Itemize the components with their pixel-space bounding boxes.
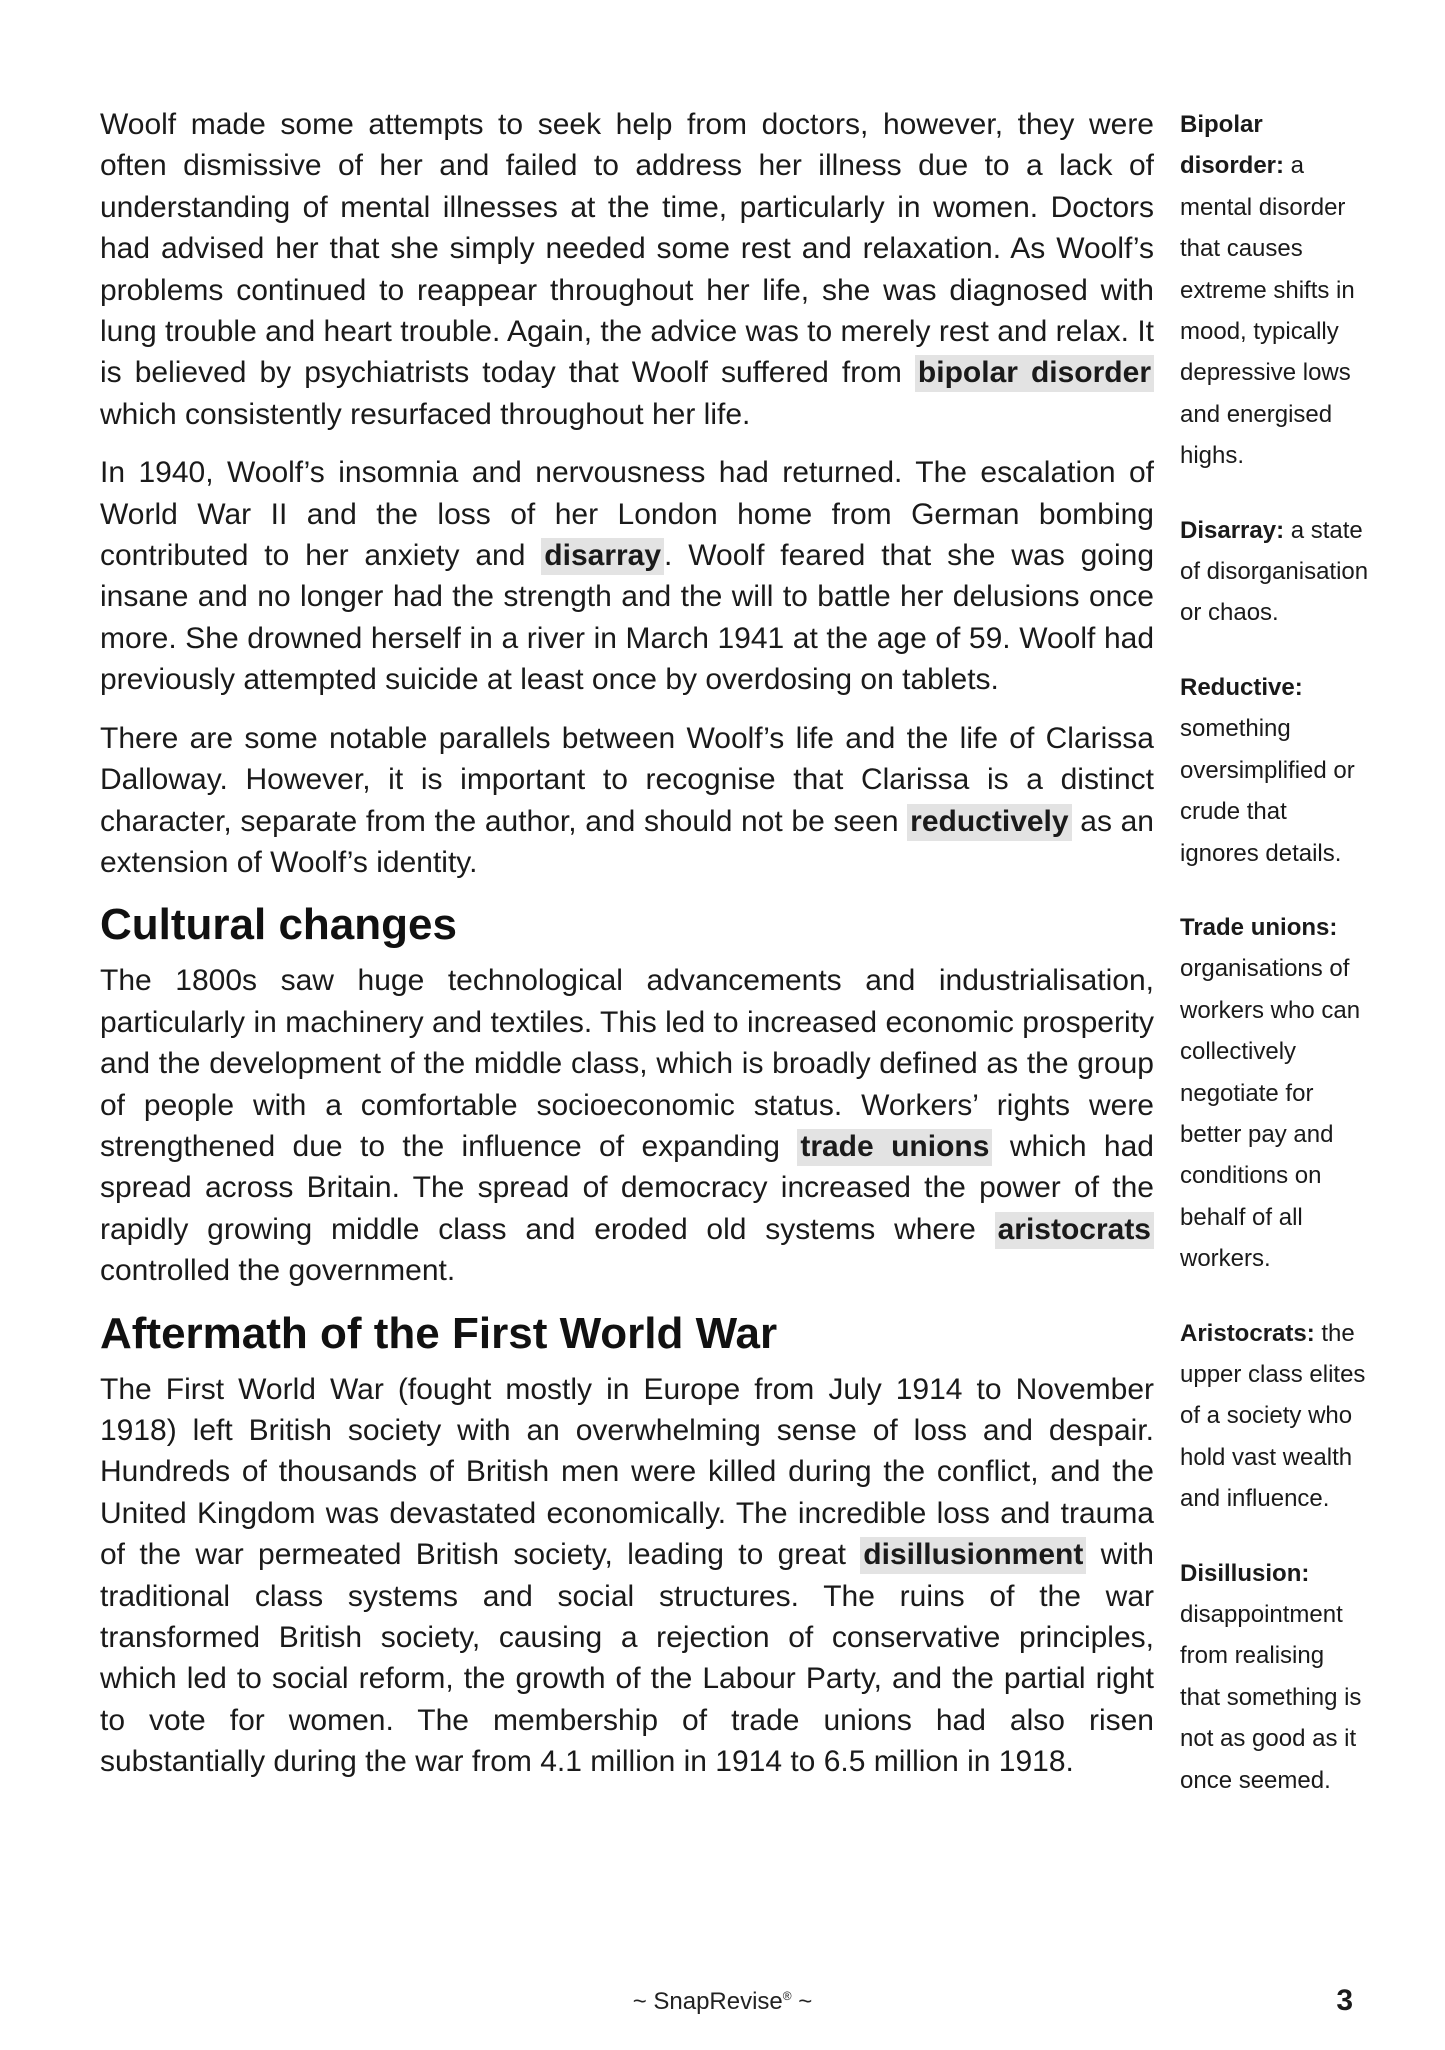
highlight-aristocrats: aristocrats bbox=[995, 1212, 1154, 1249]
paragraph-parallels: There are some notable parallels between Woolf’s life and the life of Clarissa Dalloway. However, it is important to recognise that Clarissa is a distinct character, separate from the author, and should not be seen reductively as an extension of Woolf’s identity. bbox=[100, 721, 1154, 879]
glossary-item-aristocrats: Aristocrats: the upper class elites of a society who hold vast wealth and influence. bbox=[1180, 1319, 1366, 1513]
heading-aftermath: Aftermath of the First World War bbox=[100, 1308, 778, 1358]
glossary-item-bipolar-disorder: Bipolar disorder: a mental disorder that causes extreme shifts in mood, typically depressive lows and energised highs. bbox=[1180, 111, 1355, 470]
paragraph-first-world-war: The First World War (fought mostly in Europe from July 1914 to November 1918) left British society with an overwhelming sense of loss and despair. Hundreds of thousands of British men were killed during the conflict, and the United Kingdom was devastated economically. The incredible loss and trauma of the war permeated British society, leading to great disillusionment with traditional class systems and social structures. The ruins of the war transformed British society, causing a rejection of conservative principles, which led to social reform, the growth of the Labour Party, and the partial right to vote for women. The membership of trade unions had also risen substantially during the war from 4.1 million in 1914 to 6.5 million in 1918. bbox=[100, 1372, 1154, 1779]
highlight-disillusionment: disillusionment bbox=[860, 1537, 1086, 1574]
footer-brand: ~ SnapRevise® ~ bbox=[632, 1988, 813, 2015]
highlight-trade-unions: trade unions bbox=[797, 1129, 992, 1166]
paragraph-1800s: The 1800s saw huge technological advancements and industrialisation, particularly in machinery and textiles. This led to increased economic prosperity and the development of the middle class, which is broadly defined as the group of people with a comfortable socioeconomic status. Workers’ rights were strengthened due to the influence of expanding trade unions which had spread across Britain. The spread of democracy increased the power of the rapidly growing middle class and eroded old systems where aristocrats controlled the government. bbox=[100, 964, 1154, 1288]
page-number: 3 bbox=[1336, 1984, 1353, 2017]
glossary-sidebar bbox=[1180, 104, 1370, 1834]
highlight-disarray: disarray bbox=[541, 538, 664, 575]
paragraph-1940: In 1940, Woolf’s insomnia and nervousness had returned. The escalation of World War II and the loss of her London home from German bombing contributed to her anxiety and disarray . Woolf feared that she was going insane and no longer had the strength and the will to battle her delusions once more. She drowned herself in a river in March 1941 at the age of 59. Woolf had previously attempted suicide at least once by overdosing on tablets. bbox=[100, 456, 1154, 697]
registered-mark: ® bbox=[782, 1989, 792, 2003]
highlight-bipolar-disorder: bipolar disorder bbox=[915, 355, 1154, 392]
glossary-item-disillusion: Disillusion: disappointment from realising that something is not as good as it once seemed. bbox=[1180, 1559, 1362, 1794]
glossary-item-trade-unions: Trade unions: organisations of workers who can collectively negotiate for better pay and conditions on behalf of all workers. bbox=[1180, 913, 1361, 1273]
glossary-item-disarray: Disarray: a state of disorganisation or chaos. bbox=[1180, 516, 1369, 627]
glossary-item-reductive: Reductive: something oversimplified or crude that ignores details. bbox=[1180, 673, 1355, 867]
heading-cultural-changes: Cultural changes bbox=[100, 900, 457, 950]
highlight-reductively: reductively bbox=[907, 804, 1071, 841]
main-column bbox=[100, 104, 1154, 1800]
paragraph-woolf-doctors: Woolf made some attempts to seek help from doctors, however, they were often dismissive of her and failed to address her illness due to a lack of understanding of mental illnesses at the time, particularly in women. Doctors had advised her that she simply needed some rest and relaxation. As Woolf’s problems continued to reappear throughout her life, she was diagnosed with lung trouble and heart trouble. Again, the advice was to merely rest and relax. It is believed by psychiatrists today that Woolf suffered from bipolar disorder which consistently resurfaced throughout her life. bbox=[100, 108, 1154, 431]
